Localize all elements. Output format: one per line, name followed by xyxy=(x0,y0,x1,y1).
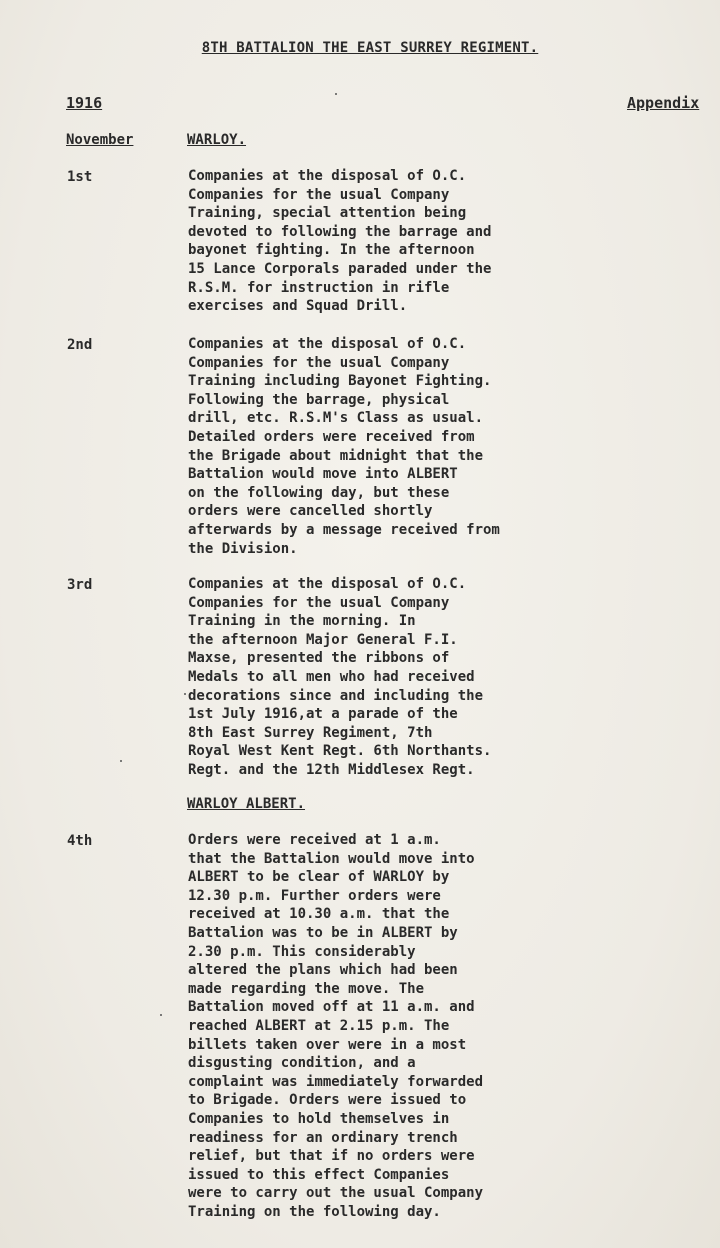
entry-date-4th: 4th xyxy=(67,833,93,849)
place-heading-warloy-albert: WARLOY ALBERT. xyxy=(187,796,306,812)
month-heading: November xyxy=(66,132,134,148)
entry-text-3rd: Companies at the disposal of O.C. Companies for the usual Company Training in the morning. In the afternoon Major General F.I. Maxse, presented the ribbons of Medals to all men who had received decorations since and including the 1st July 1916,at a parade of the 8th East Surrey Regiment, 7th Royal West Kent Regt. 6th Northants. Regt. and the 12th Middlesex Regt. xyxy=(188,576,492,778)
entry-text-1st: Companies at the disposal of O.C. Companies for the usual Company Training, special attention being devoted to following the barrage and bayonet fighting. In the afternoon 15 Lance Corporals paraded under the R.S.M. for instruction in rifle exercises and Squad Drill. xyxy=(188,168,492,315)
paper-speck xyxy=(184,693,186,695)
paper-speck xyxy=(120,760,122,762)
appendix-label: Appendix xyxy=(627,94,700,112)
entry-date-2nd: 2nd xyxy=(67,337,93,353)
entry-text-2nd: Companies at the disposal of O.C. Companies for the usual Company Training including Bayonet Fighting. Following the barrage, physical drill, etc. R.S.M's Class as usual. Detailed orders were received from the Brigade about midnight that the Battalion would move into ALBERT on the following day, but these orders were cancelled shortly afterwards by a message received from the Division. xyxy=(188,336,500,557)
entry-date-1st: 1st xyxy=(67,169,93,185)
paper-speck xyxy=(160,1014,162,1016)
entry-date-3rd: 3rd xyxy=(67,577,93,593)
year-heading: 1916 xyxy=(66,94,103,112)
document-title: 8TH BATTALION THE EAST SURREY REGIMENT. xyxy=(201,40,539,56)
entry-text-4th: Orders were received at 1 a.m. that the Battalion would move into ALBERT to be clear of WARLOY by 12.30 p.m. Further orders were received at 10.30 a.m. that the Battalion was to be in ALBERT by 2.30 p.m. This considerably altered the plans which had been made regarding the move. The Battalion moved off at 11 a.m. and reached ALBERT at 2.15 p.m. The billets taken over were in a most disgusting condition, and a complaint was immediately forwarded to Brigade. Orders were issued to Companies to hold themselves in readiness for an ordinary trench relief, but that if no orders were issued to this effect Companies were to carry out the usual Company Training on the following day. xyxy=(188,832,484,1220)
place-heading-warloy: WARLOY. xyxy=(187,132,247,148)
paper-speck xyxy=(335,93,337,95)
